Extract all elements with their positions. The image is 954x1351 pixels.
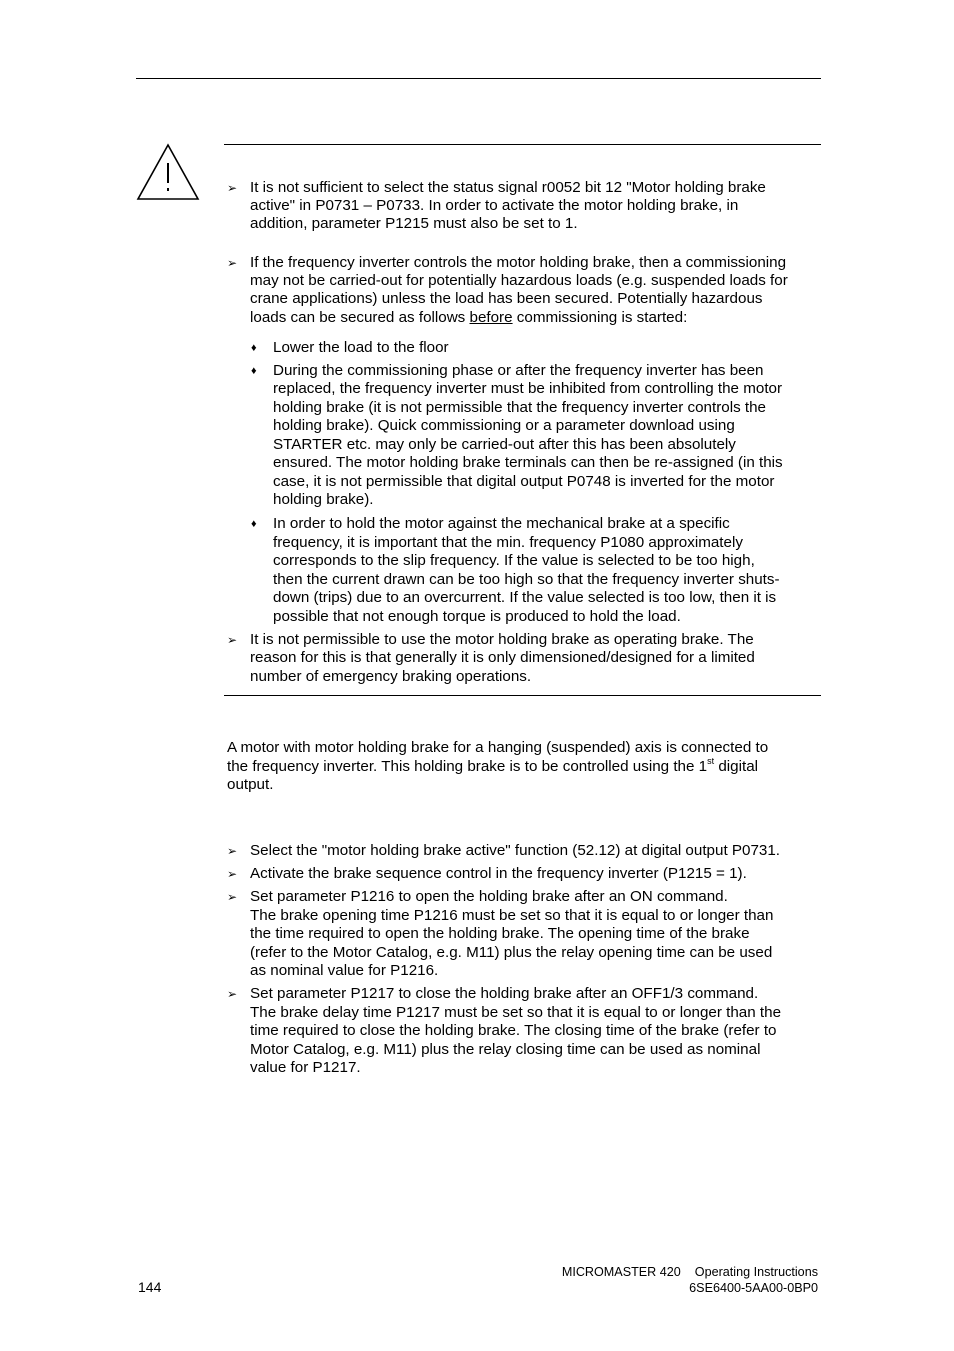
step-4-line-4: Motor Catalog, e.g. M11) plus the relay closing time can be used as nominal (250, 1041, 761, 1058)
diamond-bullet-icon: ♦ (251, 342, 257, 354)
arrow-bullet-icon: ➢ (227, 256, 238, 270)
warning-2-line-1: If the frequency inverter controls the motor holding brake, then a commissioning (250, 254, 787, 271)
arrow-bullet-icon: ➢ (227, 633, 238, 647)
footer-order-number: 6SE6400-5AA00-0BP0 (689, 1281, 818, 1295)
subitem-3-line-5: down (trips) due to an overcurrent. If the value selected is too low, then it is (273, 589, 777, 606)
arrow-bullet-icon: ➢ (227, 844, 238, 858)
subitem-2-line-4: holding brake). Quick commissioning or a parameter download using (273, 417, 735, 434)
subitem-2-line-8: holding brake). (273, 491, 374, 508)
example-line-3: output. (227, 776, 274, 793)
arrow-bullet-icon: ➢ (227, 987, 238, 1001)
subitem-2-line-5: STARTER etc. may only be carried-out after this has been absolutely (273, 436, 736, 453)
warning-3-line-1: It is not permissible to use the motor holding brake as operating brake. The (250, 631, 754, 648)
text-run: digital (714, 758, 759, 775)
subitem-2-line-1: During the commissioning phase or after the frequency inverter has been (273, 362, 764, 379)
arrow-bullet-icon: ➢ (227, 890, 238, 904)
example-line-1: A motor with motor holding brake for a hanging (suspended) axis is connected to (227, 739, 769, 756)
footer-product: MICROMASTER 420 Operating Instructions (561, 1265, 818, 1279)
subitem-3-line-3: corresponds to the slip frequency. If the value is selected to be too high, (273, 552, 755, 569)
warning-triangle-icon (136, 143, 200, 201)
diamond-bullet-icon: ♦ (251, 518, 257, 530)
warning-top-rule (224, 144, 821, 145)
superscript-st: st (707, 755, 715, 766)
subitem-3-line-1: In order to hold the motor against the mechanical brake at a specific (273, 515, 730, 532)
subitem-1-line-1: Lower the load to the floor (273, 339, 449, 356)
subitem-3-line-6: possible that not enough torque is produced to hold the load. (273, 608, 681, 625)
diamond-bullet-icon: ♦ (251, 365, 257, 377)
warning-1-line-1: It is not sufficient to select the status signal r0052 bit 12 "Motor holding brake (250, 179, 766, 196)
header-rule (136, 78, 821, 79)
step-3-line-3: the time required to open the holding brake. The opening time of the brake (250, 925, 750, 942)
subitem-2-line-2: replaced, the frequency inverter must be inhibited from controlling the motor (273, 380, 783, 397)
step-3-line-1: Set parameter P1216 to open the holding brake after an ON command. (250, 888, 728, 905)
warning-2-line-2: may not be carried-out for potentially hazardous loads (e.g. suspended loads for (250, 272, 788, 289)
warning-2-line-3: crane applications) unless the load has been secured. Potentially hazardous (250, 290, 763, 307)
subitem-2-line-7: case, it is not permissible that digital output P0748 is inverted for the motor (273, 473, 775, 490)
step-3-line-2: The brake opening time P1216 must be set so that it is equal to or longer than (250, 907, 774, 924)
step-4-line-3: time required to close the holding brake. The closing time of the brake (refer to (250, 1022, 777, 1039)
warning-1-line-2: active" in P0731 – P0733. In order to activate the motor holding brake, in (250, 197, 739, 214)
step-3-line-5: as nominal value for P1216. (250, 962, 439, 979)
warning-1-line-3: addition, parameter P1215 must also be set to 1. (250, 215, 578, 232)
text-run: the frequency inverter. This holding brake is to be controlled using the 1 (227, 758, 708, 775)
step-4-line-1: Set parameter P1217 to close the holding brake after an OFF1/3 command. (250, 985, 759, 1002)
subitem-3-line-4: then the current drawn can be too high so that the frequency inverter shuts- (273, 571, 780, 588)
subitem-2-line-6: ensured. The motor holding brake terminals can then be re-assigned (in this (273, 454, 783, 471)
step-2-line-1: Activate the brake sequence control in the frequency inverter (P1215 = 1). (250, 865, 747, 882)
text-run: commissioning is started: (512, 309, 688, 326)
step-4-line-5: value for P1217. (250, 1059, 361, 1076)
subitem-3-line-2: frequency, it is important that the min. frequency P1080 approximately (273, 534, 743, 551)
step-4-line-2: The brake delay time P1217 must be set so that it is equal to or longer than the (250, 1004, 782, 1021)
arrow-bullet-icon: ➢ (227, 867, 238, 881)
warning-2-line-4 (250, 309, 687, 327)
step-1-line-1: Select the "motor holding brake active" function (52.12) at digital output P0731. (250, 842, 781, 859)
subitem-2-line-3: holding brake (it is not permissible that the frequency inverter controls the (273, 399, 767, 416)
text-run: loads can be secured as follows (250, 309, 470, 326)
warning-3-line-2: reason for this is that generally it is only dimensioned/designed for a limited (250, 649, 755, 666)
step-3-line-4: (refer to the Motor Catalog, e.g. M11) plus the relay opening time can be used (250, 944, 773, 961)
warning-3-line-3: number of emergency braking operations. (250, 668, 532, 685)
example-line-2 (227, 755, 759, 776)
arrow-bullet-icon: ➢ (227, 181, 238, 195)
page-number: 144 (138, 1279, 162, 1295)
warning-bottom-rule (224, 695, 821, 696)
underlined-before: before (469, 309, 513, 326)
